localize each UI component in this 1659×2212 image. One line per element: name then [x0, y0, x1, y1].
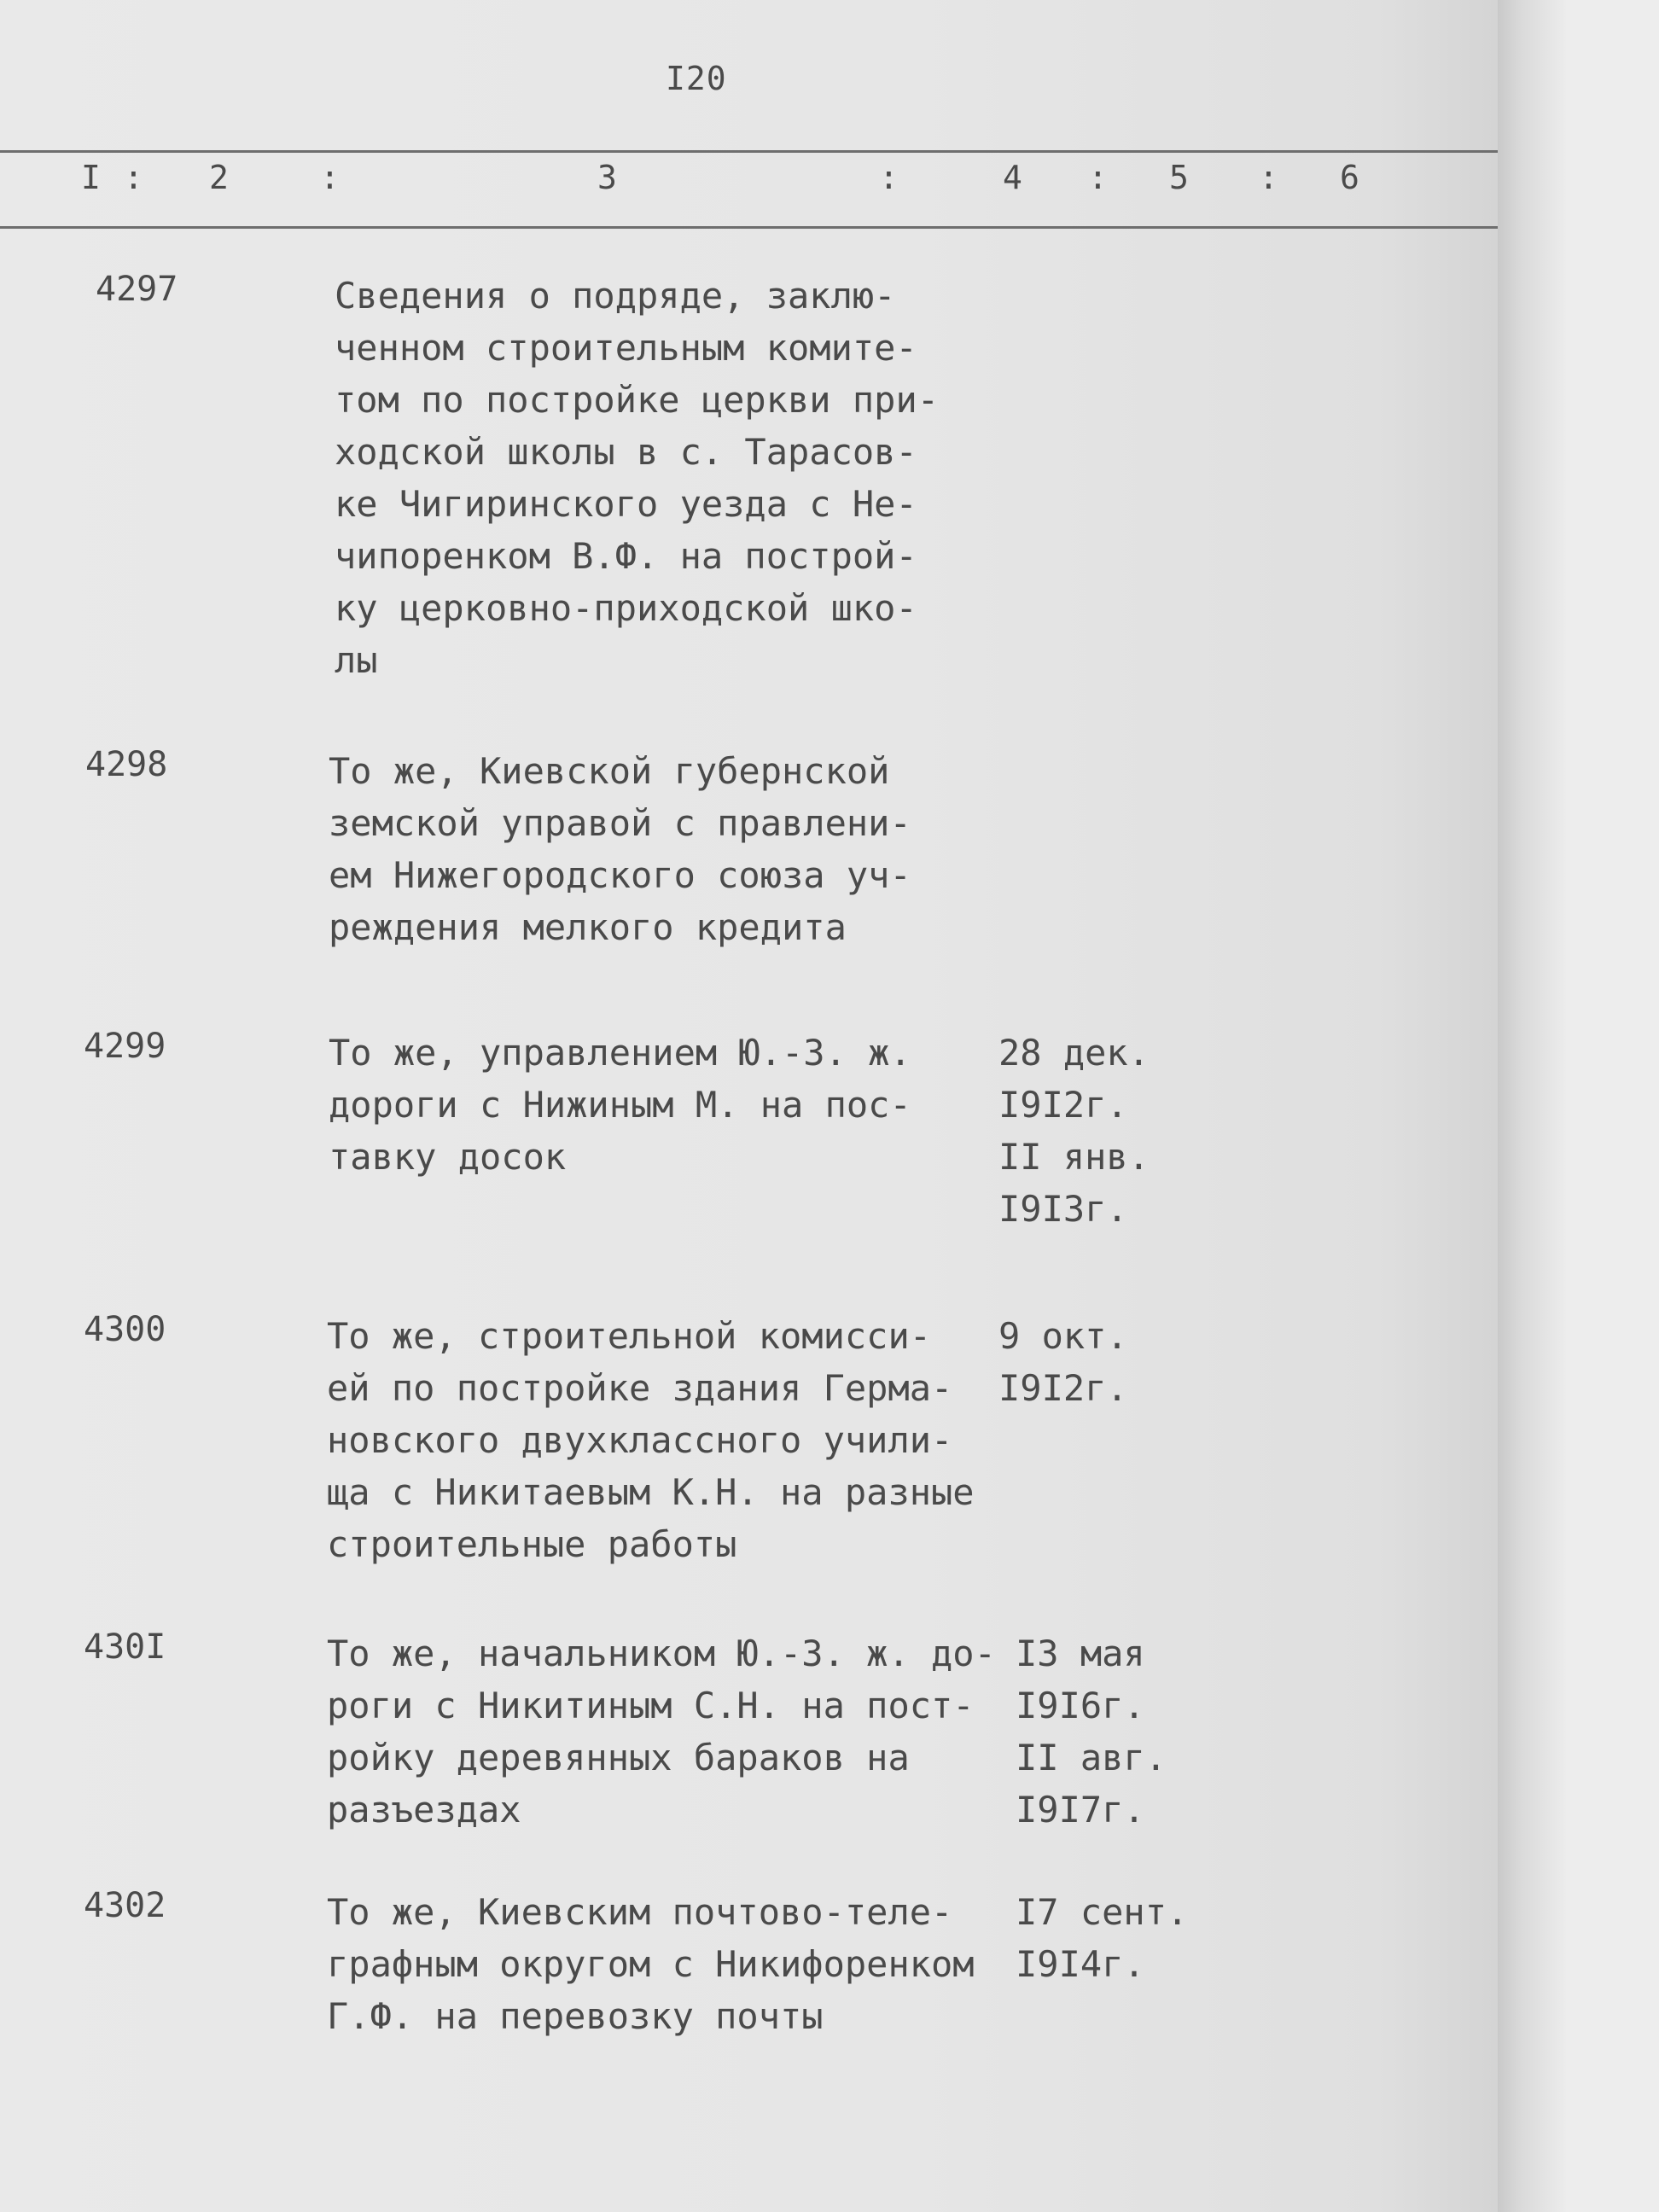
page-number: I20 — [666, 60, 727, 97]
description-line: Г.Ф. на перевозку почты — [327, 1995, 824, 2037]
entry-number: 4298 — [85, 745, 168, 784]
column-header-4: 4 — [1003, 159, 1022, 196]
description-line: ща с Никитаевым К.Н. на разные — [327, 1471, 975, 1513]
entry-dates — [1016, 1886, 1188, 1990]
date-line: I9I3г. — [998, 1188, 1128, 1230]
description-line: графным округом с Никифоренком — [327, 1943, 975, 1985]
description-line: тавку досок — [329, 1136, 567, 1178]
entry-description — [329, 1027, 1011, 1183]
header-rule-top — [0, 150, 1498, 153]
column-separator: : — [879, 159, 899, 196]
entry-number: 4299 — [84, 1027, 166, 1066]
entry-description — [327, 1886, 1010, 2042]
description-line: роги с Никитиным С.Н. на пост- — [327, 1685, 975, 1726]
description-line: ке Чигиринского уезда с Не- — [335, 483, 917, 525]
entry-dates — [1016, 1627, 1167, 1836]
description-line: ем Нижегородского союза уч- — [329, 854, 911, 896]
description-line: То же, управлением Ю.-З. ж. — [329, 1032, 911, 1074]
date-line: I9I4г. — [1016, 1943, 1145, 1985]
description-line: То же, Киевским почтово-теле- — [327, 1891, 953, 1933]
column-header-5: 5 — [1169, 159, 1189, 196]
column-separator: : — [1259, 159, 1278, 196]
description-line: лы — [335, 639, 378, 681]
background-margin — [1566, 0, 1659, 2212]
description-line: ченном строительным комите- — [335, 327, 917, 369]
column-header-2: 2 — [209, 159, 229, 196]
description-line: строительные работы — [327, 1523, 737, 1565]
entry-number: 4302 — [84, 1886, 166, 1925]
entry-description — [327, 1627, 1010, 1836]
date-line: I9I7г. — [1016, 1789, 1145, 1831]
date-line: 9 окт. — [998, 1315, 1128, 1357]
entry-dates — [998, 1310, 1128, 1414]
date-line: I9I6г. — [1016, 1685, 1145, 1726]
description-line: реждения мелкого кредита — [329, 906, 847, 948]
entry-number: 4300 — [84, 1310, 166, 1349]
entry-dates — [998, 1027, 1150, 1235]
date-line: I3 мая — [1016, 1633, 1145, 1674]
entry-description — [327, 1310, 1010, 1570]
column-separator: : — [124, 159, 143, 196]
entry-number: 430I — [84, 1627, 166, 1667]
entry-description — [329, 745, 1011, 953]
description-line: том по постройке церкви при- — [335, 379, 940, 421]
entry-description — [335, 270, 1017, 686]
page-edge-shadow — [1498, 0, 1566, 2212]
date-line: I9I2г. — [998, 1367, 1128, 1409]
header-rule-bottom — [0, 226, 1498, 229]
description-line: ройку деревянных бараков на — [327, 1737, 910, 1778]
date-line: II авг. — [1016, 1737, 1167, 1778]
column-header-1: I — [81, 159, 101, 196]
description-line: То же, Киевской губернской — [329, 750, 890, 792]
description-line: То же, начальником Ю.-З. ж. до- — [327, 1633, 996, 1674]
column-separator: : — [320, 159, 340, 196]
description-line: разъездах — [327, 1789, 521, 1831]
column-header-6: 6 — [1340, 159, 1359, 196]
description-line: ку церковно-приходской шко- — [335, 587, 917, 629]
entry-number: 4297 — [96, 270, 178, 309]
description-line: земской управой с правлени- — [329, 802, 911, 844]
description-line: ей по постройке здания Герма- — [327, 1367, 953, 1409]
date-line: I7 сент. — [1016, 1891, 1189, 1933]
description-line: новского двухклассного учили- — [327, 1419, 953, 1461]
date-line: I9I2г. — [998, 1084, 1128, 1126]
column-header-3: 3 — [597, 159, 617, 196]
description-line: ходской школы в с. Тарасов- — [335, 431, 917, 473]
description-line: То же, строительной комисси- — [327, 1315, 932, 1357]
date-line: 28 дек. — [998, 1032, 1150, 1074]
description-line: чипоренком В.Ф. на построй- — [335, 535, 917, 577]
description-line: дороги с Нижиным М. на пос- — [329, 1084, 911, 1126]
description-line: Сведения о подряде, заклю- — [335, 275, 896, 317]
date-line: II янв. — [998, 1136, 1150, 1178]
column-separator: : — [1088, 159, 1108, 196]
